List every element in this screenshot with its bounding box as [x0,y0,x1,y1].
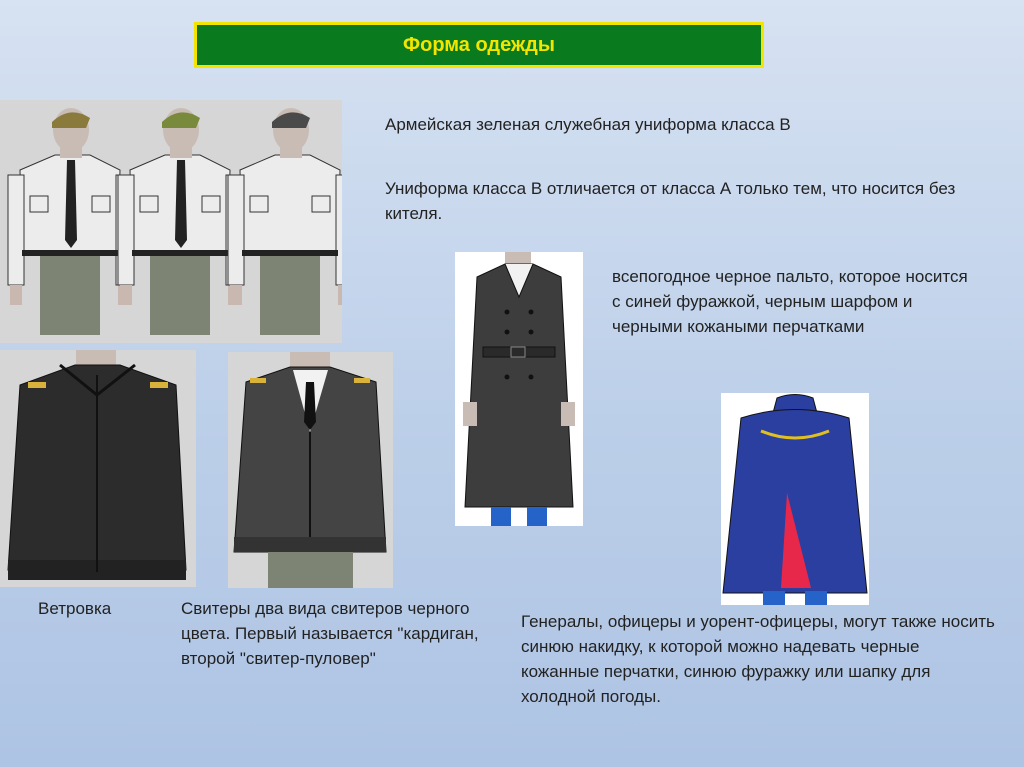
overcoat-description-text: всепогодное черное пальто, которое носится с синей фуражкой, черным шарфом и черными кожаными перчатками [612,267,968,336]
sweaters-caption: Свитеры два вида свитеров черного цвета. Первый называется "кардиган, второй "свитер-пуловер" [181,599,479,668]
class-b-title-text: Армейская зеленая служебная униформа класса B [385,115,791,134]
windbreaker-caption: Ветровка [38,599,112,618]
cape-description-text: Генералы, офицеры и уорент-офицеры, могут также носить синюю накидку, к которой можно надевать черные кожанные перчатки, синюю фуражку или шапку для холодной погоды. [521,612,995,706]
cardigan-image [228,352,393,588]
windbreaker-image [0,350,196,587]
class-b-description-text: Униформа класса B отличается от класса А только тем, что носится без кителя. [385,179,956,223]
slide-title-box [194,22,764,68]
slide-title: Форма одежды [403,33,555,56]
overcoat-image [455,252,583,526]
cape-image [721,393,869,605]
class-b-uniform-image [0,100,342,343]
